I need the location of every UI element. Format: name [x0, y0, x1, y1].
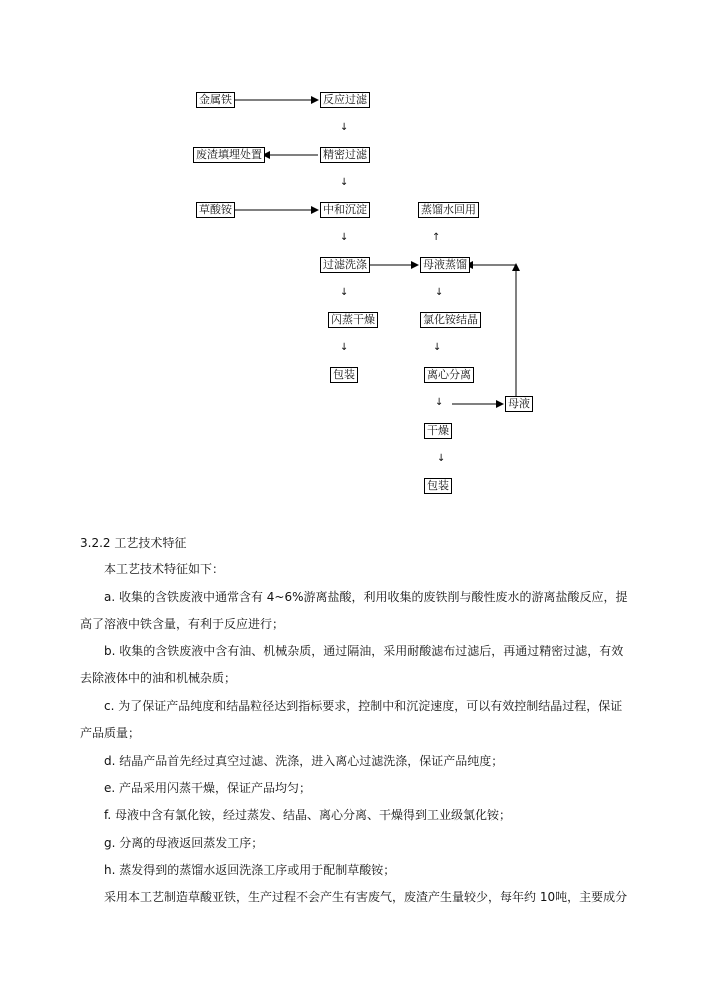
- arrow-down-icon: ↓: [433, 342, 442, 353]
- node-centrifuge: 离心分离: [424, 367, 474, 383]
- arrow-down-icon: ↓: [340, 287, 349, 298]
- arrow-down-icon: ↓: [340, 177, 349, 188]
- item-b-line2: 去除液体中的油和机械杂质；: [80, 671, 237, 685]
- item-c-line2: 产品质量；: [80, 726, 141, 740]
- item-d: d. 结晶产品首先经过真空过滤、洗涤，进入离心过滤洗涤，保证产品纯度；: [104, 754, 504, 768]
- node-oxalic-ammonium: 草酸铵: [196, 202, 235, 218]
- item-c-line1: c. 为了保证产品纯度和结晶粒径达到指标要求，控制中和沉淀速度，可以有效控制结晶过程，保证: [104, 699, 623, 713]
- item-b-line1: b. 收集的含铁废液中含有油、机械杂质，通过隔油，采用耐酸滤布过滤后，再通过精密过滤，有效: [104, 644, 624, 658]
- node-precision-filter: 精密过滤: [320, 147, 370, 163]
- item-a-line1: a. 收集的含铁废液中通常含有 4~6%游离盐酸，利用收集的废铁削与酸性废水的游离盐酸反应，提: [104, 590, 628, 604]
- node-pack-2: 包装: [424, 478, 452, 494]
- node-ammonium-cryst: 氯化铵结晶: [420, 312, 481, 328]
- node-reaction-filter: 反应过滤: [320, 92, 370, 108]
- node-mother-evap: 母液蒸馏: [420, 257, 470, 273]
- closing-paragraph: 采用本工艺制造草酸亚铁，生产过程不会产生有害废气，废渣产生量较少，每年约 10吨，主要成分: [104, 890, 628, 904]
- arrow-down-icon: ↓: [435, 397, 444, 408]
- node-filter-wash: 过滤洗涤: [320, 257, 370, 273]
- item-h: h. 蒸发得到的蒸馏水返回洗涤工序或用于配制草酸铵；: [104, 863, 396, 877]
- arrow-up-icon: ↑: [432, 232, 441, 243]
- node-flash-dry: 闪蒸干燥: [328, 312, 378, 328]
- item-f: f. 母液中含有氯化铵，经过蒸发、结晶、离心分离、干燥得到工业级氯化铵；: [104, 808, 511, 822]
- arrow-down-icon: ↓: [340, 122, 349, 133]
- item-a-line2: 高了溶液中铁含量，有利于反应进行；: [80, 617, 285, 631]
- arrow-down-icon: ↓: [340, 342, 349, 353]
- node-waste-fill: 废渣填埋处置: [193, 147, 265, 163]
- node-metal-iron: 金属铁: [196, 92, 235, 108]
- arrow-down-icon: ↓: [435, 287, 444, 298]
- node-neutral-precip: 中和沉淀: [320, 202, 370, 218]
- node-distill-reuse: 蒸馏水回用: [418, 202, 479, 218]
- node-mother-liquor: 母液: [505, 396, 533, 412]
- arrow-down-icon: ↓: [437, 453, 446, 464]
- section-title: 3.2.2 工艺技术特征: [80, 536, 187, 550]
- node-dry: 干燥: [424, 423, 452, 439]
- node-pack-1: 包装: [330, 367, 358, 383]
- section-intro: 本工艺技术特征如下：: [104, 562, 225, 576]
- arrow-down-icon: ↓: [340, 232, 349, 243]
- item-g: g. 分离的母液返回蒸发工序；: [104, 836, 264, 850]
- item-e: e. 产品采用闪蒸干燥，保证产品均匀；: [104, 781, 312, 795]
